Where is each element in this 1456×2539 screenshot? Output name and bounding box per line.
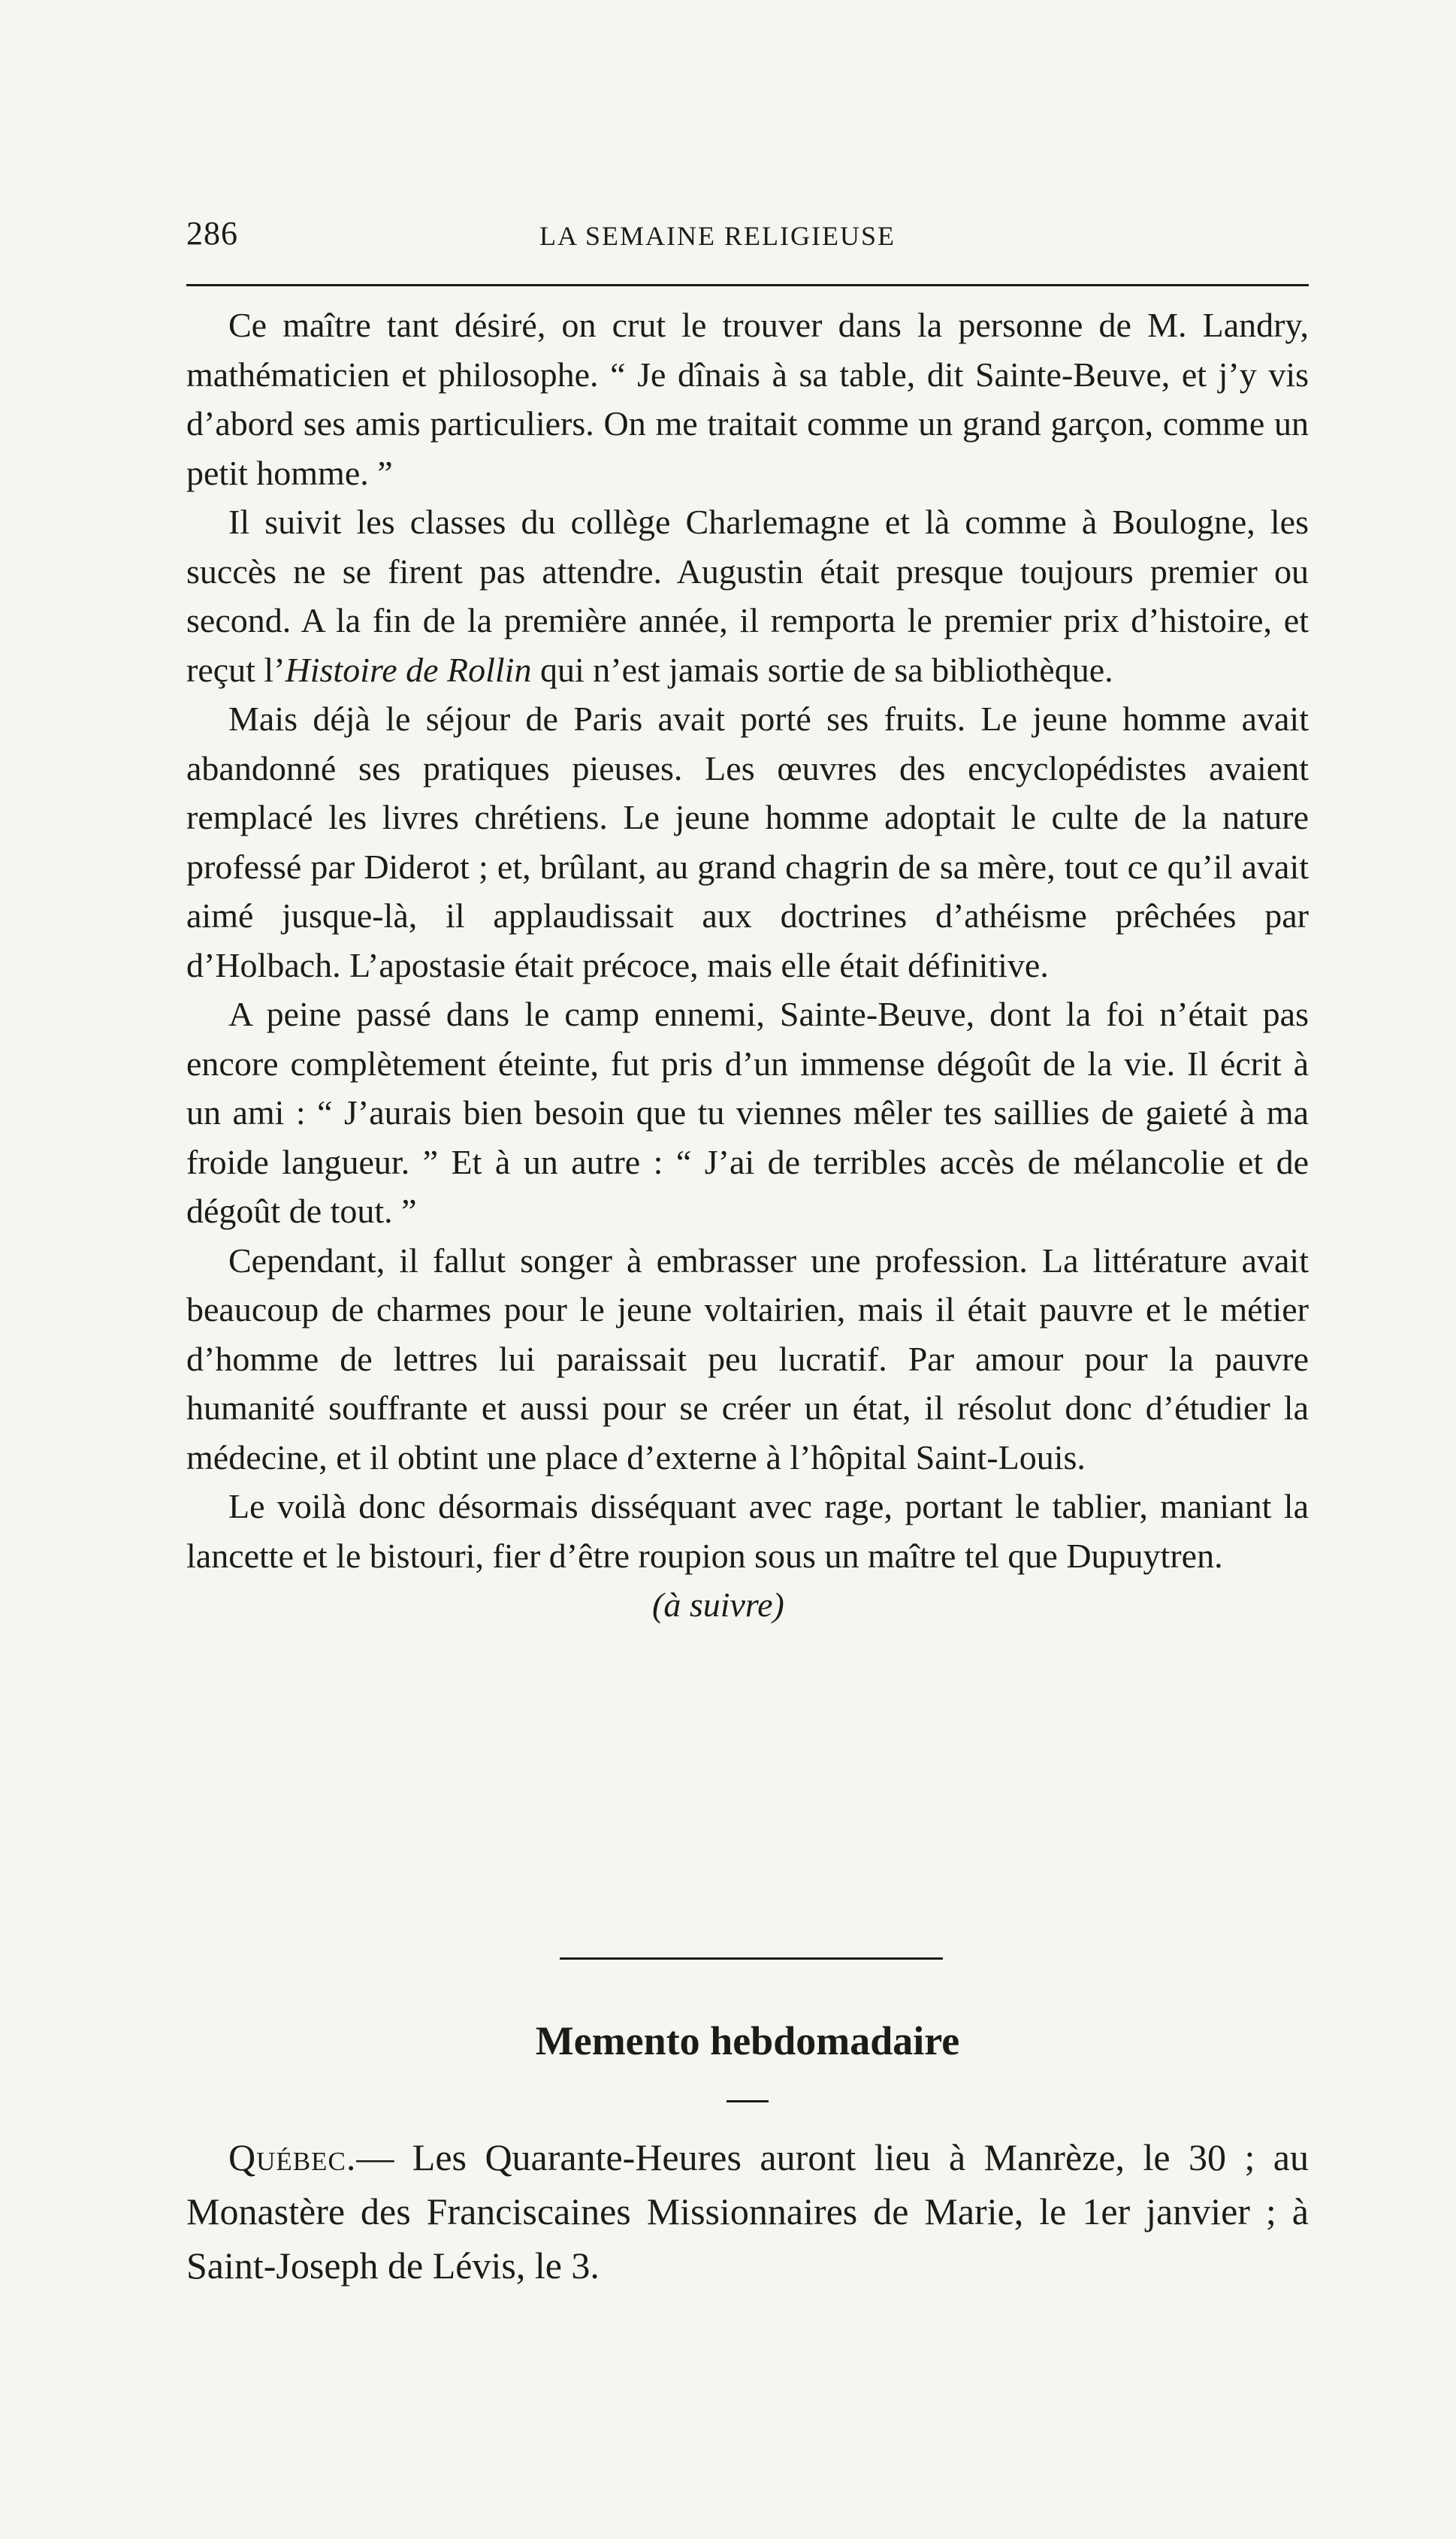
paragraph-4: A peine passé dans le camp ennemi, Sainte-Beuve, dont la foi n’était pas encore complètement éteinte, fut pris d’un immense dégoût de la vie. Il écrit à un ami : “ J’aurais bien besoin que tu viennes mêler tes saillies de gaieté à ma froide langueur. ” Et à un autre : “ J’ai de terribles accès de mélancolie et de dégoût de tout. ” xyxy=(186,995,1309,1230)
title-underline xyxy=(726,2100,769,2102)
paragraph-3: Mais déjà le séjour de Paris avait porté ses fruits. Le jeune homme avait abandonné ses pratiques pieuses. Les œuvres des encyclopédistes avaient remplacé les livres chrétiens. Le jeune homme adoptait le culte de la nature professé par Diderot ; et, brûlant, au grand chagrin de sa mère, tout ce qu’il avait aimé jusque-là, il applaudissait aux doctrines d’athéisme prêchées par d’Holbach. L’apostasie était précoce, mais elle était définitive. xyxy=(186,700,1309,984)
article-body xyxy=(186,301,1309,1630)
paragraph-5: Cependant, il fallut songer à embrasser une profession. La littérature avait beaucoup de charmes pour le jeune voltairien, mais il était pauvre et le métier d’homme de lettres lui paraissait peu lucratif. Par amour pour la pauvre humanité souffrante et aussi pour se créer un état, il résolut donc d’étudier la médecine, et il obtint une place d’externe à l’hôpital Saint-Louis. xyxy=(186,1241,1309,1477)
header-rule xyxy=(186,284,1309,286)
book-title-italic: Histoire de Rollin xyxy=(285,650,532,689)
memento-text: — Les Quarante-Heures auront lieu à Manrèze, le 30 ; au Monastère des Franciscaines Missionnaires de Marie, le 1er janvier ; à Saint-Joseph de Lévis, le 3. xyxy=(186,2136,1309,2287)
section-title: Memento hebdomadaire xyxy=(535,2018,960,2063)
memento-place: Québec. xyxy=(228,2136,357,2178)
section-divider xyxy=(560,1957,943,1960)
paragraph-1: Ce maître tant désiré, on crut le trouver dans la personne de M. Landry, mathématicien et philosophe. “ Je dînais à sa table, dit Sainte-Beuve, et j’y vis d’abord ses amis particuliers. On me traitait comme un grand garçon, comme un petit homme. ” xyxy=(186,306,1309,492)
paragraph-2-text-b: qui n’est jamais sortie de sa bibliothèque. xyxy=(531,650,1113,689)
to-be-continued: (à suivre) xyxy=(652,1585,784,1624)
paragraph-2 xyxy=(186,497,1309,694)
running-title: LA SEMAINE RELIGIEUSE xyxy=(539,221,896,251)
page-header xyxy=(186,214,1309,259)
page-number: 286 xyxy=(186,215,238,252)
memento-paragraph xyxy=(186,2130,1309,2293)
paragraph-6: Le voilà donc désormais disséquant avec rage, portant le tablier, maniant la lancette et le bistouri, fier d’être roupion sous un maître tel que Dupuytren. xyxy=(186,1487,1309,1575)
paragraph-2-text-a: Il suivit les classes du collège Charlemagne et là comme à Boulogne, les succès ne se firent pas attendre. Augustin était presque toujours premier ou second. A la fin de la première année, il remporta le premier prix d’histoire, et reçut l’ xyxy=(186,503,1309,689)
memento-body xyxy=(186,2130,1309,2293)
